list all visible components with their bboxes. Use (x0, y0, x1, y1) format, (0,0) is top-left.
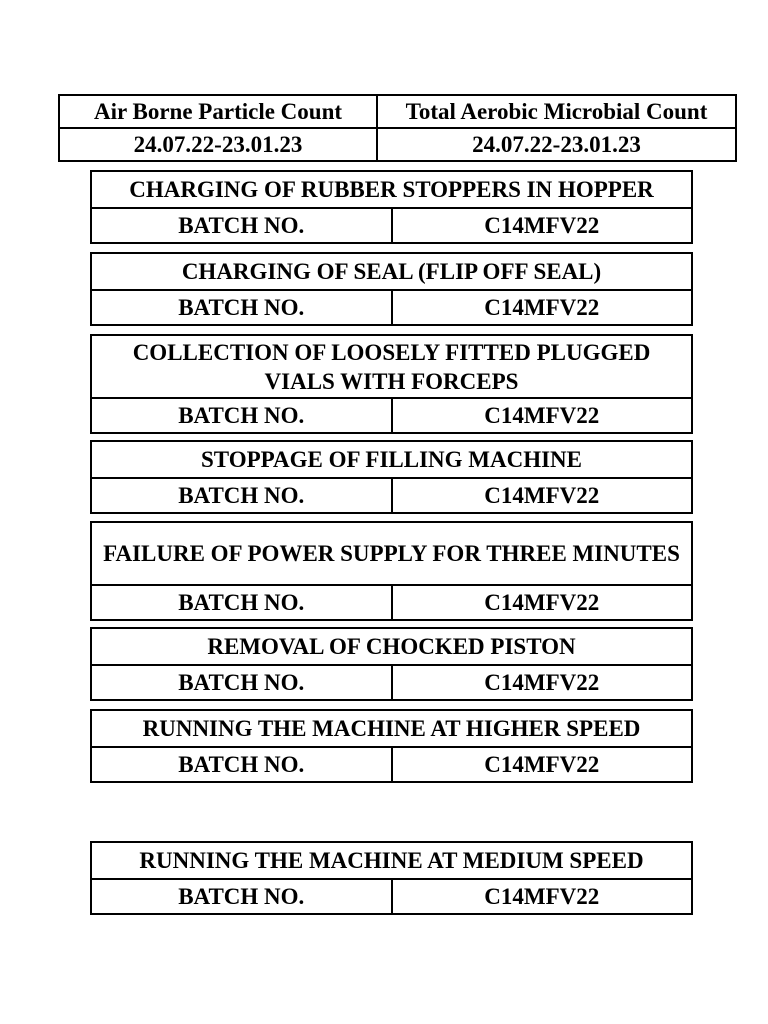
section-table-chocked-piston (90, 627, 693, 701)
batch-no-value: C14MFV22 (392, 478, 693, 513)
section-table-medium-speed (90, 841, 693, 915)
section-title: STOPPAGE OF FILLING MACHINE (91, 441, 692, 478)
section-table-power-supply-failure (90, 521, 693, 621)
batch-no-label: BATCH NO. (91, 747, 392, 782)
batch-no-label: BATCH NO. (91, 478, 392, 513)
section-title: CHARGING OF RUBBER STOPPERS IN HOPPER (91, 171, 692, 208)
count-header-table (58, 94, 737, 162)
section-table-rubber-stoppers (90, 170, 693, 244)
total-aerobic-microbial-date: 24.07.22-23.01.23 (377, 128, 736, 161)
batch-no-label: BATCH NO. (91, 879, 392, 914)
batch-no-value: C14MFV22 (392, 585, 693, 620)
section-table-flip-off-seal (90, 252, 693, 326)
section-title: RUNNING THE MACHINE AT MEDIUM SPEED (91, 842, 692, 879)
section-table-loosely-fitted-vials (90, 334, 693, 434)
batch-no-label: BATCH NO. (91, 665, 392, 700)
batch-no-value: C14MFV22 (392, 208, 693, 243)
batch-no-label: BATCH NO. (91, 208, 392, 243)
batch-no-label: BATCH NO. (91, 585, 392, 620)
header-title-row (59, 95, 736, 128)
section-table-higher-speed (90, 709, 693, 783)
header-date-row (59, 128, 736, 161)
section-title: RUNNING THE MACHINE AT HIGHER SPEED (91, 710, 692, 747)
section-title: CHARGING OF SEAL (FLIP OFF SEAL) (91, 253, 692, 290)
batch-no-value: C14MFV22 (392, 879, 693, 914)
air-borne-particle-date: 24.07.22-23.01.23 (59, 128, 377, 161)
total-aerobic-microbial-count-title: Total Aerobic Microbial Count (377, 95, 736, 128)
batch-no-value: C14MFV22 (392, 747, 693, 782)
section-table-stoppage-filling-machine (90, 440, 693, 514)
air-borne-particle-count-title: Air Borne Particle Count (59, 95, 377, 128)
section-title: FAILURE OF POWER SUPPLY FOR THREE MINUTES (91, 522, 692, 585)
batch-no-label: BATCH NO. (91, 398, 392, 433)
batch-no-value: C14MFV22 (392, 398, 693, 433)
batch-no-value: C14MFV22 (392, 290, 693, 325)
batch-no-label: BATCH NO. (91, 290, 392, 325)
section-title: REMOVAL OF CHOCKED PISTON (91, 628, 692, 665)
batch-no-value: C14MFV22 (392, 665, 693, 700)
section-title: COLLECTION OF LOOSELY FITTED PLUGGED VIALS WITH FORCEPS (91, 335, 692, 398)
